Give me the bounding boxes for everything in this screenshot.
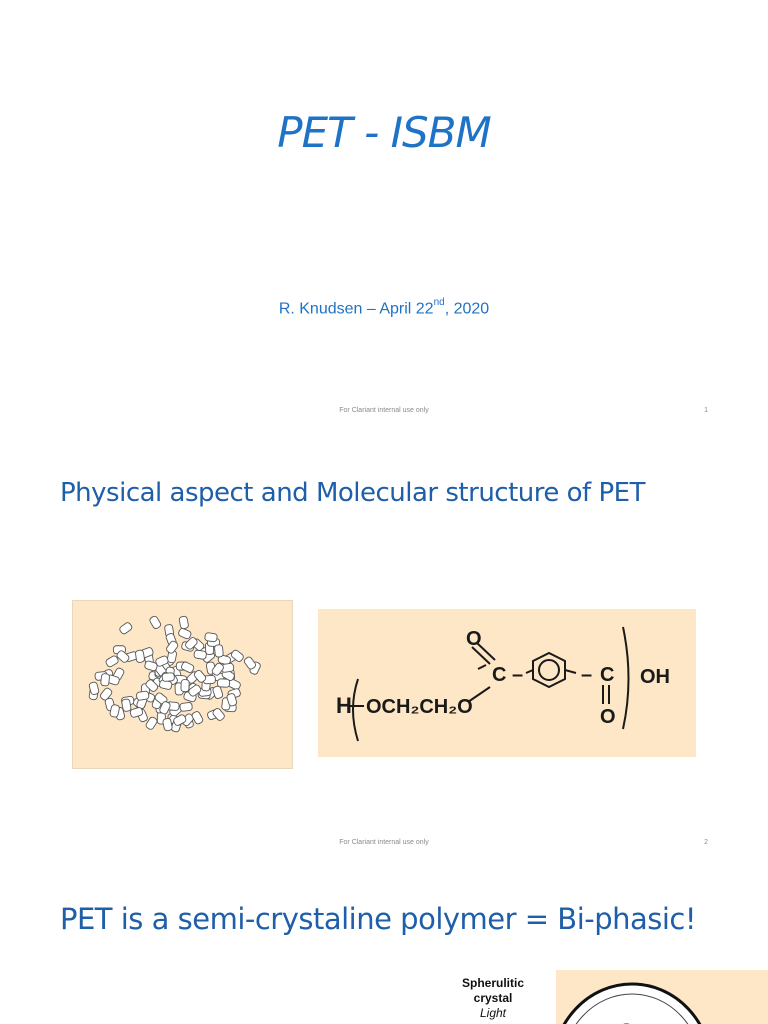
slide-2-footer: For Clariant internal use only [339, 839, 429, 846]
benzene-ring-circle-icon [539, 660, 559, 680]
pellet-shape [149, 615, 162, 629]
formula-h: H [336, 693, 352, 718]
slide-1-page-number: 1 [704, 407, 708, 414]
pellet-shape [162, 673, 175, 682]
pellet-shape [181, 680, 189, 692]
spher-label-light: Light [479, 1006, 507, 1020]
pellet-shape [180, 702, 193, 711]
spherulitic-crystal-image [556, 970, 768, 1024]
slide-1-title: PET - ISBM [277, 108, 491, 157]
formula-oh: OH [640, 666, 670, 688]
pellet-shape [179, 616, 189, 629]
spherulitic-crystal-label [442, 976, 544, 1021]
pellet-shape [214, 645, 223, 658]
formula-carbonyl-o-bottom: O [600, 706, 616, 728]
slide-1 [0, 0, 768, 432]
slide-3-title: PET is a semi-crystaline polymer = Bi-phasic! [60, 902, 697, 936]
spherulite-illustration [556, 970, 768, 1024]
pellet-shape [178, 627, 192, 639]
pellet-shape [135, 650, 145, 663]
pet-molecular-structure-image [318, 609, 696, 757]
left-paren-icon [353, 679, 358, 741]
molecular-structure-diagram [318, 609, 696, 757]
pellet-shape [101, 673, 110, 686]
slide-1-footer: For Clariant internal use only [339, 407, 429, 414]
slide-1-subtitle [0, 299, 768, 318]
spher-label-line2: crystal [473, 991, 513, 1005]
formula-c-left: C [492, 664, 507, 686]
slide-2-page-number: 2 [704, 839, 708, 846]
formula-chain: OCH₂CH₂O [366, 696, 473, 718]
ring-bond-left [526, 670, 533, 673]
formula-c-right: C [600, 664, 615, 686]
spher-label-line1: Spherulitic [461, 976, 524, 990]
pellet-shape [136, 691, 149, 701]
formula-carbonyl-o-top: O [466, 628, 482, 650]
subtitle-suffix: , 2020 [444, 300, 490, 318]
ring-bond-right [565, 670, 576, 673]
formula-dash-2: – [581, 664, 593, 686]
pellets-illustration [73, 601, 292, 768]
formula-dash-1: – [512, 664, 524, 686]
pellet-shape [217, 679, 229, 688]
ester-bond-line [468, 687, 490, 702]
single-bond-line [478, 665, 486, 669]
right-paren-icon [623, 627, 629, 729]
subtitle-superscript: nd [433, 297, 445, 308]
benzene-ring-icon [533, 653, 565, 687]
slide-2-title: Physical aspect and Molecular structure of PET [60, 478, 645, 508]
double-bond-line-b [477, 643, 495, 660]
pellet-shape [119, 622, 133, 636]
pellet-shape [194, 650, 207, 660]
slide-2 [0, 432, 768, 864]
pellet-shape [181, 661, 195, 673]
subtitle-prefix: R. Knudsen – April 22 [278, 300, 434, 318]
pellet-shape [212, 685, 223, 699]
pellet-shape [205, 632, 218, 642]
pet-pellets-image [72, 600, 293, 769]
